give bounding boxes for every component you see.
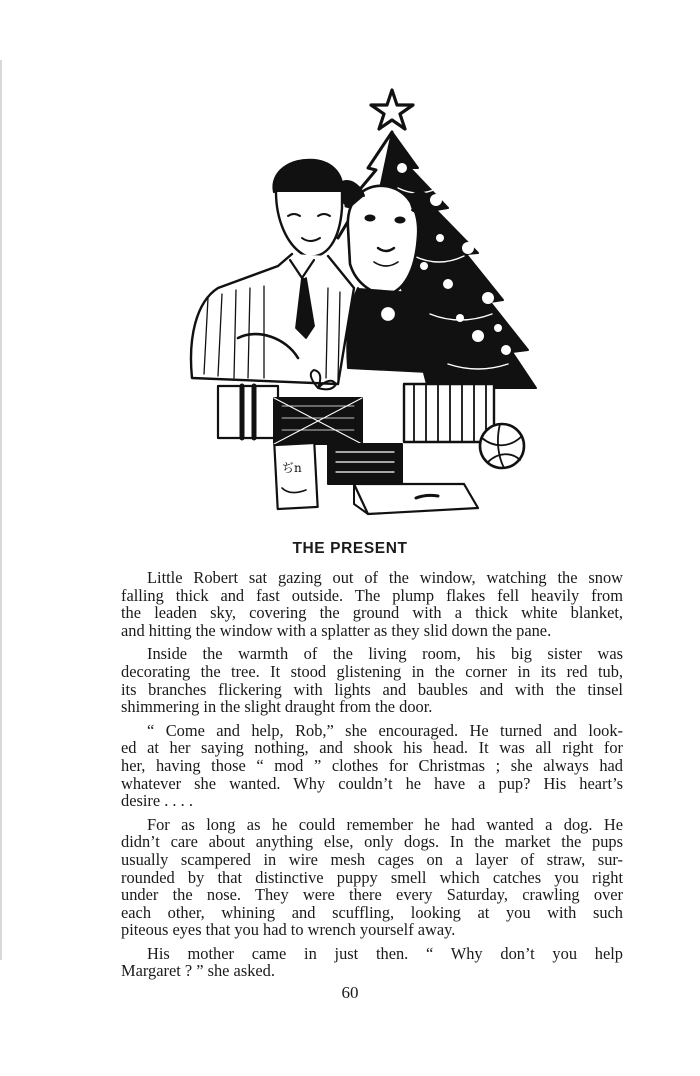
christmas-illustration: [178, 88, 538, 520]
paragraph: [121, 945, 623, 980]
text-line: Inside the warmth of the living room, his big sister was: [147, 644, 623, 664]
text-line: whatever she wanted. Why couldn’t he have a pup? His heart’s: [121, 773, 623, 793]
paragraph: [121, 645, 623, 715]
text-line: Margaret ? ” she asked.: [121, 961, 275, 981]
text-line: usually scampered in wire mesh cages on a layer of straw, sur-: [121, 849, 623, 869]
text-line: ed at her saying nothing, and shook his head. It was all right for: [121, 738, 623, 758]
text-line: piteous eyes that you had to wrench yourself away.: [121, 920, 456, 940]
boy-icon: [191, 160, 354, 384]
story-body: [121, 569, 623, 986]
text-line: For as long as he could remember he had wanted a dog. He: [147, 814, 623, 834]
text-line: His mother came in just then. “ Why don’t you help: [147, 943, 623, 963]
text-line: her, having those “ mod ” clothes for Christmas ; she always had: [121, 755, 623, 775]
text-line: Little Robert sat gazing out of the window, watching the snow: [147, 568, 623, 587]
paragraph: [121, 569, 623, 639]
text-line: “ Come and help, Rob,” she encouraged. He turned and look-: [147, 720, 623, 740]
text-line: didn’t care about anything else, only dogs. In the market the pups: [121, 832, 623, 852]
text-line: falling thick and fast outside. The plump flakes fell heavily from: [121, 585, 623, 605]
page-edge-line: [0, 60, 2, 960]
page-number: 60: [341, 983, 359, 1002]
text-line: decorating the tree. It stood glistening in the corner in its red tub,: [121, 661, 623, 681]
text-line: each other, whining and scuffling, looking at you with such: [121, 902, 623, 922]
paragraph: [121, 722, 623, 810]
text-line: shimmering in the slight draught from the door.: [121, 697, 433, 717]
text-line: desire . . . .: [121, 791, 193, 811]
card-scribble: ぢn: [282, 461, 302, 475]
card-icon: [274, 443, 317, 509]
text-line: rounded by that distinctive puppy smell which catches you right: [121, 867, 623, 887]
text-line: its branches flickering with lights and baubles and with the tinsel: [121, 679, 623, 699]
text-line: under the nose. They were there every Saturday, crawling over: [121, 885, 623, 905]
star-icon: [371, 90, 413, 129]
text-line: and hitting the window with a splatter as they slid down the pane.: [121, 620, 552, 640]
text-line: the leaden sky, covering the ground with a thick white blanket,: [121, 603, 623, 623]
ball-icon: [480, 424, 524, 468]
paragraph: [121, 816, 623, 939]
story-title: THE PRESENT: [292, 540, 408, 557]
gift-icon: [218, 360, 494, 514]
